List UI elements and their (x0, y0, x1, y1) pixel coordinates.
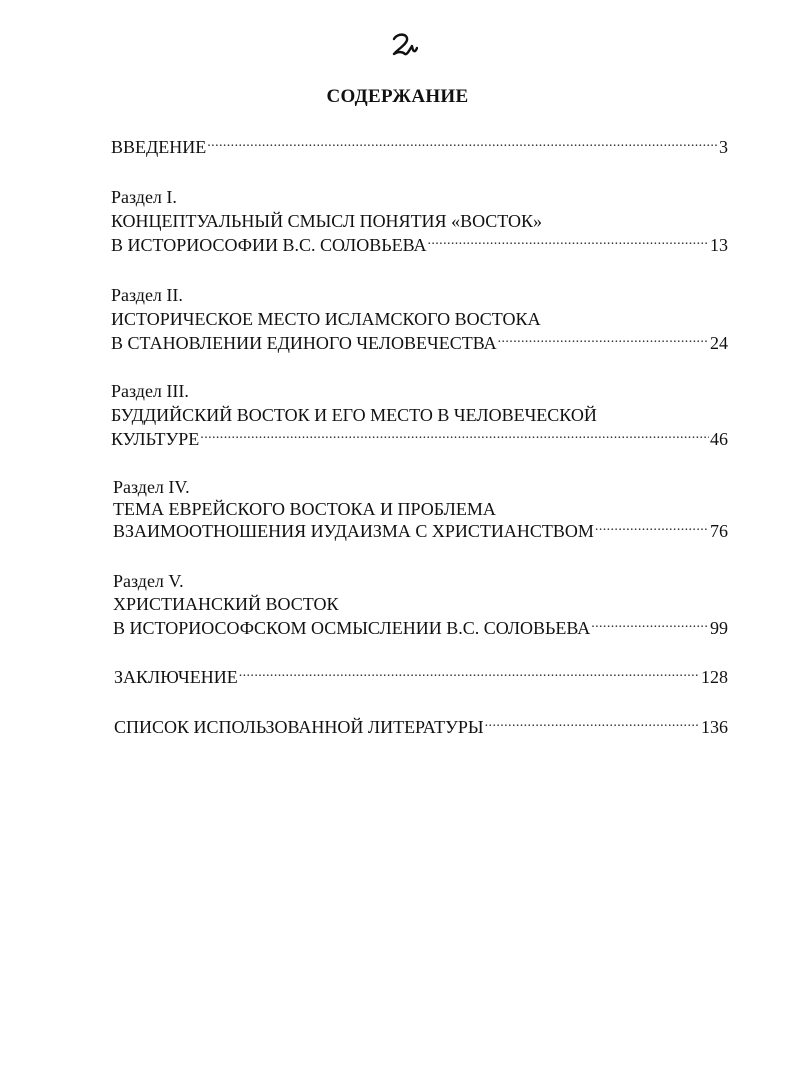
toc-entry-title: ЗАКЛЮЧЕНИЕ (114, 667, 238, 687)
toc-entry-conclusion[interactable] (114, 666, 728, 688)
toc-entry-intro[interactable] (111, 136, 728, 158)
toc-entry-title-line: БУДДИЙСКИЙ ВОСТОК И ЕГО МЕСТО В ЧЕЛОВЕЧЕСКОЙ (111, 405, 597, 425)
toc-page-number: 76 (710, 521, 728, 541)
handwritten-page-number (388, 30, 418, 60)
toc-page-number: 136 (701, 717, 728, 737)
toc-entry-title-line: ИСТОРИЧЕСКОЕ МЕСТО ИСЛАМСКОГО ВОСТОКА (111, 309, 541, 329)
toc-entry-title-line: КОНЦЕПТУАЛЬНЫЙ СМЫСЛ ПОНЯТИЯ «ВОСТОК» (111, 211, 543, 231)
toc-entry-section-4[interactable] (113, 520, 728, 542)
section-label: Раздел II. (111, 285, 183, 305)
dot-leader (427, 235, 709, 251)
toc-entry-section-1[interactable] (111, 234, 728, 256)
dot-leader (485, 717, 700, 733)
toc-page-number: 99 (710, 618, 728, 638)
dot-leader (200, 429, 709, 445)
section-label: Раздел V. (113, 571, 184, 591)
toc-page-number: 3 (719, 137, 728, 157)
toc-entry-bibliography[interactable] (114, 716, 728, 738)
toc-entry-title-line: ХРИСТИАНСКИЙ ВОСТОК (113, 594, 339, 614)
toc-entry-title: В ИСТОРИОСОФСКОМ ОСМЫСЛЕНИИ В.С. СОЛОВЬЕВА (113, 618, 591, 638)
dot-leader (498, 333, 709, 349)
section-label: Раздел IV. (113, 477, 190, 497)
dot-leader (207, 137, 718, 153)
toc-entry-section-2[interactable] (111, 332, 728, 354)
toc-entry-title: КУЛЬТУРЕ (111, 429, 200, 449)
section-label: Раздел I. (111, 187, 177, 207)
toc-page-number: 13 (710, 235, 728, 255)
page-title: СОДЕРЖАНИЕ (326, 86, 469, 107)
toc-page-number: 46 (710, 429, 728, 449)
toc-entry-title-line: ТЕМА ЕВРЕЙСКОГО ВОСТОКА И ПРОБЛЕМА (113, 499, 496, 519)
toc-page-number: 24 (710, 333, 728, 353)
toc-entry-title: ВЗАИМООТНОШЕНИЯ ИУДАИЗМА С ХРИСТИАНСТВОМ (113, 521, 594, 541)
toc-entry-title: В СТАНОВЛЕНИИ ЕДИНОГО ЧЕЛОВЕЧЕСТВА (111, 333, 497, 353)
toc-entry-section-5[interactable] (113, 617, 728, 639)
section-label: Раздел III. (111, 381, 189, 401)
toc-entry-section-3[interactable] (111, 428, 728, 450)
toc-page-number: 128 (701, 667, 728, 687)
dot-leader (595, 521, 709, 537)
dot-leader (239, 667, 700, 683)
dot-leader (591, 618, 709, 634)
toc-entry-title: СПИСОК ИСПОЛЬЗОВАННОЙ ЛИТЕРАТУРЫ (114, 717, 484, 737)
toc-entry-title: ВВЕДЕНИЕ (111, 137, 207, 157)
toc-entry-title: В ИСТОРИОСОФИИ В.С. СОЛОВЬЕВА (111, 235, 427, 255)
